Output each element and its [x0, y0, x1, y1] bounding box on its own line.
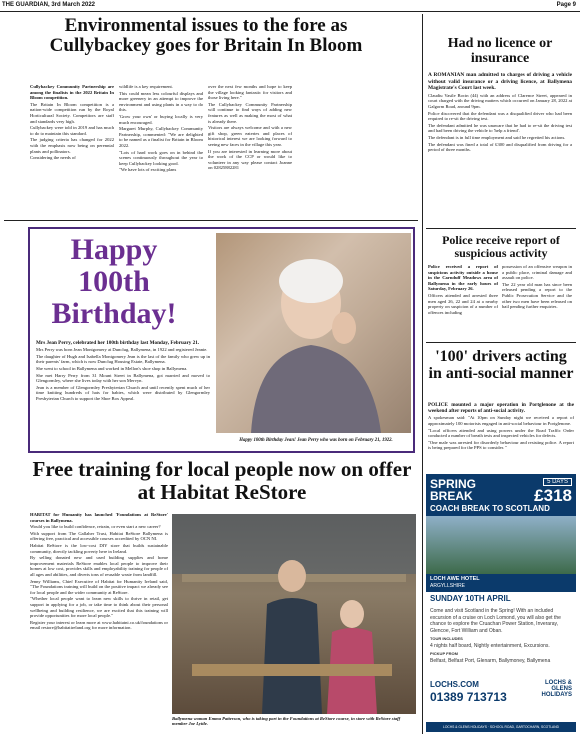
ad-brand-logo: LOCHS & GLENS HOLIDAYS	[541, 680, 572, 698]
ad-phone[interactable]: 01389 713713	[430, 690, 507, 704]
vertical-divider	[422, 14, 423, 734]
drivers-headline: '100' drivers acting in anti-social manner	[428, 348, 574, 382]
env-col-2: wildlife is a key requirement. This could mean less colourful displays and more greenery in an attempt to improve the environment and using plants in a way to do this. 'Grow your own' or buying locally is very much encouraged. Margaret Murphy, Cullybackey Community Partnership, commented: "We are delighted to be named as a finalist for Britain in Bloom 2022. "Lots of hard work goes on in behind the scenes continuously throughout the year to keep Cullybackey looking good. "We have lots of exciting plans	[119, 84, 203, 173]
police-col-2: possession of an offensive weapon in a public place, criminal damage and assault on police. The 22 year old man has since been released pending a report to the Public Prosecution Service and the other two men have been released on bail pending further enquiries.	[502, 264, 572, 310]
ad-hotel: LOCH AWE HOTEL	[430, 576, 480, 582]
spring-break-ad[interactable]	[426, 474, 576, 732]
env-col-3: over the next few months and hope to keep the village looking fantastic for visitors and those living here." The Cullybackey Community Partnership will continue to find ways of adding new features as well as making the most of what is already there. Visitors are always welcome and with a new gift shop, green eateries and places of historical interest we are looking forward to seeing new faces in the village this year. If you are interested in learning more about the work of the CCP or would like to volunteer in any way please contact Joanne on 02825882281	[208, 84, 292, 171]
jean-perry-photo	[216, 233, 411, 433]
page-header	[0, 0, 580, 12]
ad-subtitle: COACH BREAK TO SCOTLAND	[430, 504, 550, 513]
police-headline: Police receive report of suspicious activity	[442, 233, 560, 260]
env-headline: Environmental issues to the fore as Cullybackey goes for Britain In Bloom	[49, 15, 363, 56]
divider	[4, 220, 418, 221]
habitat-headline: Free training for local people now on offer at Habitat ReStore	[32, 457, 412, 504]
ad-scenery	[426, 516, 576, 574]
ad-hotel-location: ARGYLLSHIRE	[430, 583, 466, 589]
ad-website[interactable]: LOCHS.COM	[430, 680, 479, 689]
ad-days: 5 DAYS	[543, 478, 572, 486]
divider	[426, 228, 576, 229]
paper-date: THE GUARDIAN, 3rd March 2022	[2, 2, 96, 8]
ad-details: Come and visit Scotland in the Spring! With an included excursion of a cruise on Loch Lomond, you will also get the chance to explore the Cruachan Power Station, Inveraray, Glencoe, Fort William and Oban. TOUR INCLUDES 4 nights half board, Nightly entertainment, Excursions. PICKUP FROM Belfast, Belfast Port, Glenarm, Ballymoney, Ballymena	[426, 606, 576, 676]
habitat-caption: Ballymena woman Emma Patterson, who is taking part in the Foundations at ReStore course, in store with ReStore staff member Joe Lyttle.	[172, 716, 401, 727]
ad-price: £318	[534, 486, 572, 505]
ad-contact	[426, 676, 576, 722]
birthday-caption: Happy 100th Birthday Jean! Jean Perry who was born on February 21, 1922.	[239, 438, 393, 443]
ad-footer: LOCHS & GLENS HOLIDAYS · SCHOOL ROAD, GARTOCHARN, SCOTLAND	[442, 725, 560, 729]
divider	[426, 342, 576, 343]
portrait-illustration	[216, 233, 411, 433]
police-col-1: Police received a report of suspicious activity outside a house in the Carnduff Meadows area of Ballymena in the early hours of Saturday, February 26. Officers attended and arrested three men aged 26, 22 and 24 at a nearby property on suspicion of a number of offences including	[428, 264, 498, 315]
ad-date: SUNDAY 10TH APRIL	[426, 592, 576, 606]
habitat-body: HABITAT for Humanity has launched 'Foundations at ReStore' courses in Ballymena. Would you like to build confidence, retrain, or even start a new career? With support from The Gallaher Trust, Habitat ReStore Ballymena is offering free, practical and accessible courses accredited by OCN NI. Habitat ReStore is the low-cost DIY store that builds sustainable community, directly tackling poverty here in Ireland. By selling donated new and used building supplies and home improvement materials ReStore enables local people to improve their homes at low cost, provides skills and employability training for people of all ages and abilities, and diverts tons of reusable waste from landfill. Jenny Williams, Chief Executive of Habitat for Humanity Ireland said, "The Foundations training will build on the positive impact we already see for local people and the wider community at ReStore. "Whether local people want to learn new skills to thrive in retail, get support in applying for a job, or take time to think about their personal wellbeing and building resilience, we are excited that this training will provide opportunities for more local people." Register your interest or learn more at www.habitatni.co.uk/foundations or email restore@habitatireland.org for more information.	[30, 512, 168, 631]
store-illustration	[172, 514, 416, 714]
licence-body: A ROMANIAN man admitted to charges of driving a vehicle without valid insurance or a driving licence, at Ballymena Magistrate's Court last week. Claudiu Vasile Bocin (44) with an address of Clarence Street, appeared in court charged with the driving matters which occurred on January 28, 2022 at Galgorm Road, around 9pm. Police discovered that the defendant was a disqualified driver who had been required to re-sit the driving test. The defendant admitted he was unaware that he had to re-sit the driving test and had been driving the vehicle to 'help a friend'. The defendant is in full time employment and said he regretted his actions. The defendant was fined a total of £300 and disqualified from driving for a period of three months.	[428, 72, 572, 153]
drivers-body: POLICE mounted a major operation in Portglenone at the weekend after reports of anti-social activity. A spokesman said: "At 10pm on Sunday night we received a report of approximately 100 motorists engaged in anti-social behaviour in Portglenone. "Local officers attended and using powers under the Road Traffic Order conducted a number of breath tests and inspected vehicles for defects. "One male was arrested for disorderly behaviour and resisting police. A report is being prepared for the PPS to consider. "	[428, 402, 574, 451]
env-col-1: Cullybackey Community Partnership are among the finalists in the 2022 Britain In Bloom competition. The Britain In Bloom competition is a nation-wide competition run by the Royal Horticultural Society. Competitors are staff and standards very high. Cullybackey were told in 2019 and has much to do to maintain this standard. The judging criteria has changed for 2022 with the emphasis now being on perennial plants and pollinators. Considering the needs of	[30, 84, 114, 161]
page-number: Page 9	[556, 2, 576, 8]
birthday-body: Mrs Jean Perry, celebrated her 100th birthday last Monday, February 21. Mrs Perry was born Jean Montgomery at Dunclug, Ballymena, in 1922 and registered Jeanie. The daughter of Hugh and Isabella Montgomery Jean is the last of the family who grew up in their parents' farm, which is now Dunclug Housing Estate, Ballymena. She went to school in Ballymena and worked in Mellon's shoe shop in Ballymena. She met Harry Perry from 31 Mount Street in Ballymena, got married and moved to Glengormley, where she lives today with her son Mervyn. Jean is a member of Glengormley Presbyterian Church and until recently spent much of her time knitting hundreds of hats for babies, which were distributed by Glengormley Presbyterian Church to support the Shoe Box Appeal.	[36, 340, 210, 401]
birthday-banner: Happy 100th Birthday!	[51, 233, 177, 330]
ad-title-2: BREAK	[430, 489, 473, 503]
restore-photo	[172, 514, 416, 714]
licence-headline: Had no licence or insurance	[447, 36, 553, 66]
ad-title-1: SPRING	[430, 477, 477, 491]
